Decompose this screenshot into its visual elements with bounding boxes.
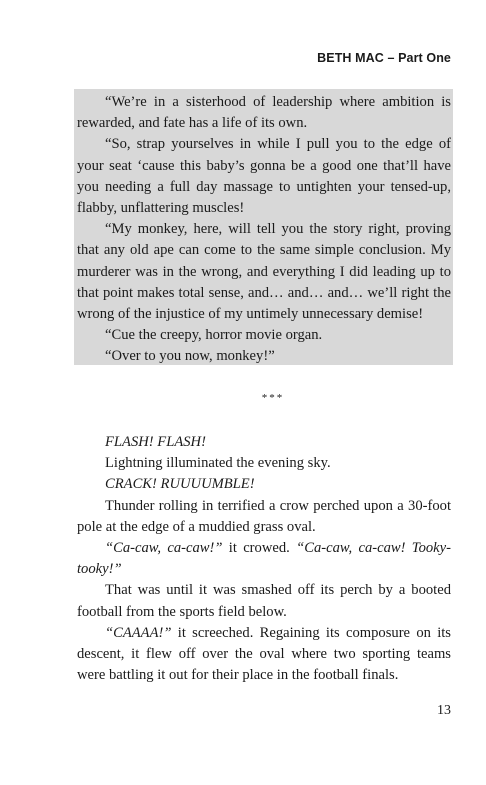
- highlighted-passage: [77, 92, 451, 368]
- paragraph: “We’re in a sisterhood of leadership where ambition is rewarded, and fate has a life of its own.: [77, 94, 451, 132]
- story-text: [77, 432, 451, 686]
- sound-effect-line: CRACK! RUUUUMBLE!: [105, 476, 255, 493]
- paragraph: Thunder rolling in terrified a crow perched upon a 30-foot pole at the edge of a muddied grass oval.: [77, 497, 451, 535]
- narration: it screeched. Regaining its composure on its descent, it flew off over the oval where two sporting teams were battling it out for their place in the football finals.: [77, 624, 451, 684]
- crow-call: “Ca-caw, ca-caw!”: [105, 540, 223, 557]
- paragraph: “So, strap yourselves in while I pull you to the edge of your seat ‘cause this baby’s gonna be a good one that’ll have you needing a full day massage to untighten your tensed-up, flabby, unflattering muscles!: [77, 136, 451, 217]
- paragraph: That was until it was smashed off its perch by a booted football from the sports field below.: [77, 582, 451, 620]
- sound-effect-line: FLASH! FLASH!: [105, 434, 206, 450]
- paragraph: “My monkey, here, will tell you the story right, proving that any old ape can come to the same simple conclusion. My murderer was in the wrong, and everything I did leading up to that point makes total sense, and… and… and… we’ll right the wrong of the injustice of my untimely unnecessary demise!: [77, 221, 451, 323]
- crow-call: “CAAAA!”: [105, 624, 172, 641]
- scene-break: ***: [261, 392, 285, 404]
- crow-call: “Ca-caw, ca-caw! Tooky-tooky!”: [77, 540, 451, 578]
- dialogue-paragraph: [77, 538, 451, 580]
- paragraph: Lightning illuminated the evening sky.: [105, 455, 331, 472]
- dialogue-paragraph: [77, 623, 451, 687]
- running-head: BETH MAC – Part One: [317, 51, 451, 65]
- paragraph: “Cue the creepy, horror movie organ.: [105, 327, 323, 344]
- paragraph: “Over to you now, monkey!”: [105, 348, 275, 365]
- narration: it crowed.: [222, 540, 297, 557]
- page-number: 13: [437, 703, 451, 718]
